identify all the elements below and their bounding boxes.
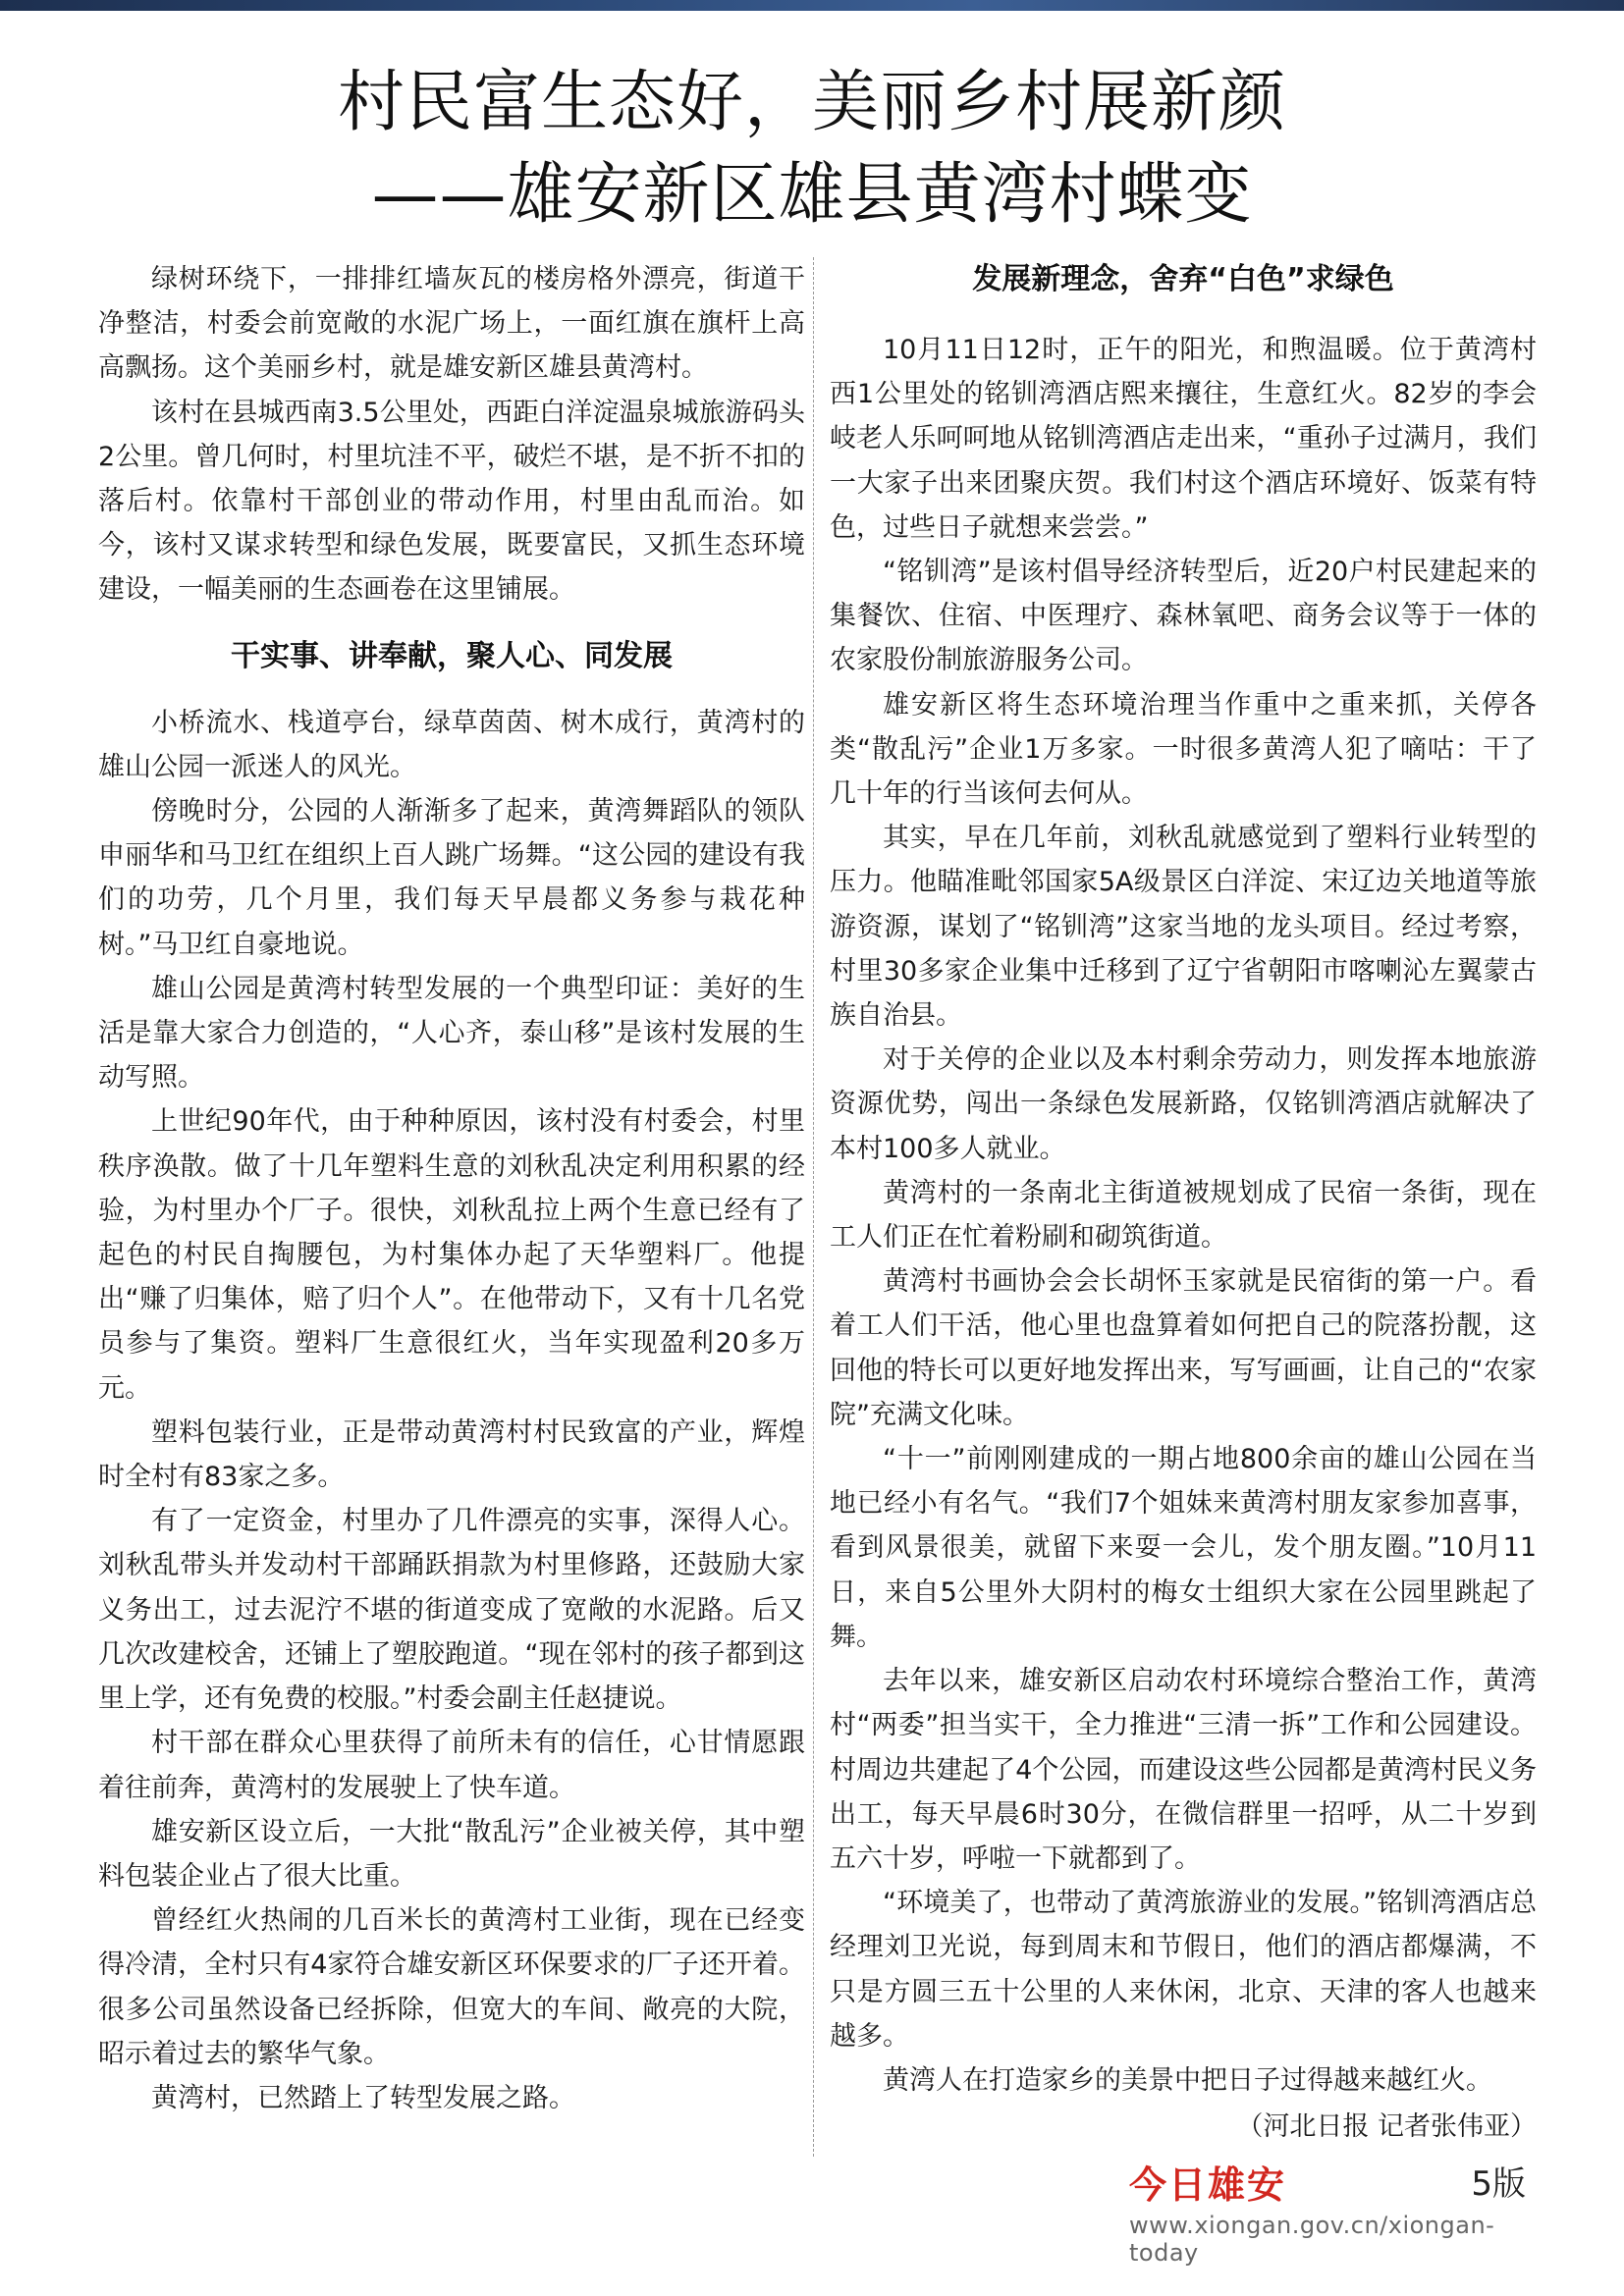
top-color-bar bbox=[0, 0, 1624, 11]
body-paragraph: 有了一定资金，村里办了几件漂亮的实事，深得人心。刘秋乱带头并发动村干部踊跃捐款为村里修路，还鼓励大家义务出工，过去泥泞不堪的街道变成了宽敞的水泥路。后又几次改建校舍，还铺上了塑胶跑道。“现在邻村的孩子都到这里上学，还有免费的校服。”村委会副主任赵捷说。 bbox=[98, 1506, 805, 1715]
body-paragraph: 塑料包装行业，正是带动黄湾村村民致富的产业，辉煌时全村有83家之多。 bbox=[98, 1416, 805, 1493]
right-column bbox=[830, 257, 1537, 2149]
body-paragraph: 上世纪90年代，由于种种原因，该村没有村委会，村里秩序涣散。做了十几年塑料生意的刘秋乱决定利用积累的经验，为村里办个厂子。很快，刘秋乱拉上两个生意已经有了起色的村民自掏腰包，为村集体办起了天华塑料厂。他提出“赚了归集体，赔了归个人”。在他带动下，又有十几名党员参与了集资。塑料厂生意很红火，当年实现盈利20多万元。 bbox=[98, 1106, 805, 1404]
body-paragraph: “铭钏湾”是该村倡导经济转型后，近20户村民建起来的集餐饮、住宿、中医理疗、森林氧吧、商务会议等于一体的农家股份制旅游服务公司。 bbox=[830, 557, 1537, 676]
body-paragraph: “环境美了，也带动了黄湾旅游业的发展。”铭钏湾酒店总经理刘卫光说，每到周末和节假日，他们的酒店都爆满，不只是方圆三五十公里的人来休闲，北京、天津的客人也越来越多。 bbox=[830, 1888, 1537, 2052]
body-paragraph: 村干部在群众心里获得了前所未有的信任，心甘情愿跟着往前奔，黄湾村的发展驶上了快车道。 bbox=[98, 1728, 805, 1803]
body-paragraph: 10月11日12时，正午的阳光，和煦温暖。位于黄湾村西1公里处的铭钏湾酒店熙来攘往，生意红火。82岁的李会岐老人乐呵呵地从铭钏湾酒店走出来，“重孙子过满月，我们一大家子出来团聚庆贺。我们村这个酒店环境好、饭菜有特色，过些日子就想来尝尝。” bbox=[830, 335, 1537, 543]
body-paragraph: 对于关停的企业以及本村剩余劳动力，则发挥本地旅游资源优势，闯出一条绿色发展新路，仅铭钏湾酒店就解决了本村100多人就业。 bbox=[830, 1044, 1537, 1164]
column-divider bbox=[813, 257, 814, 2157]
byline: （河北日报 记者张伟亚） bbox=[1236, 2111, 1537, 2143]
body-paragraph: 黄湾村的一条南北主街道被规划成了民宿一条街，现在工人们正在忙着粉刷和砌筑街道。 bbox=[830, 1177, 1537, 1254]
body-paragraph: 黄湾村书画协会会长胡怀玉家就是民宿街的第一户。看着工人们干活，他心里也盘算着如何把自己的院落扮靓，这回他的特长可以更好地发挥出来，写写画画，让自己的“农家院”充满文化味。 bbox=[830, 1266, 1537, 1430]
body-paragraph: 曾经红火热闹的几百米长的黄湾村工业街，现在已经变得冷清，全村只有4家符合雄安新区环保要求的厂子还开着。很多公司虽然设备已经拆除，但宽大的车间、敞亮的大院，昭示着过去的繁华气象。 bbox=[98, 1905, 805, 2069]
body-paragraph: 黄湾人在打造家乡的美景中把日子过得越来越红火。 bbox=[883, 2064, 1492, 2096]
body-paragraph: 去年以来，雄安新区启动农村环境综合整治工作，黄湾村“两委”担当实干，全力推进“三清一拆”工作和公园建设。村周边共建起了4个公园，而建设这些公园都是黄湾村民义务出工，每天早晨6时30分，在微信群里一招呼，从二十岁到五六十岁，呼啦一下就都到了。 bbox=[830, 1666, 1537, 1874]
section-heading-right: 发展新理念，舍弃“白色”求绿色 bbox=[972, 262, 1394, 296]
brand-logo: 今日雄安 bbox=[1129, 2163, 1287, 2207]
headline bbox=[0, 57, 1624, 241]
headline-title: 村民富生态好，美丽乡村展新颜 bbox=[337, 64, 1286, 141]
body-paragraph: 雄安新区设立后，一大批“散乱污”企业被关停，其中塑料包装企业占了很大比重。 bbox=[98, 1816, 805, 1892]
body-paragraph: 雄山公园是黄湾村转型发展的一个典型印证：美好的生活是靠大家合力创造的，“人心齐，泰山移”是该村发展的生动写照。 bbox=[98, 973, 805, 1094]
page-number: 5版 bbox=[1471, 2164, 1526, 2204]
left-column bbox=[98, 257, 805, 2120]
body-paragraph: 其实，早在几年前，刘秋乱就感觉到了塑料行业转型的压力。他瞄准毗邻国家5A级景区白洋淀、宋辽边关地道等旅游资源，谋划了“铭钏湾”这家当地的龙头项目。经过考察，村里30多家企业集中迁移到了辽宁省朝阳市喀喇沁左翼蒙古族自治县。 bbox=[830, 823, 1537, 1032]
body-paragraph: “十一”前刚刚建成的一期占地800余亩的雄山公园在当地已经小有名气。“我们7个姐妹来黄湾村朋友家参加喜事，看到风景很美，就留下来耍一会儿，发个朋友圈。”10月11日，来自5公里外大阴村的梅女士组织大家在公园里跳起了舞。 bbox=[830, 1444, 1537, 1652]
headline-subtitle: ——雄安新区雄县黄湾村蝶变 bbox=[371, 156, 1253, 234]
body-paragraph: 小桥流水、栈道亭台，绿草茵茵、树木成行，黄湾村的雄山公园一派迷人的风光。 bbox=[98, 707, 805, 782]
section-heading-left: 干实事、讲奉献，聚人心、同发展 bbox=[231, 638, 673, 673]
site-url[interactable]: www.xiongan.gov.cn/xiongan-today bbox=[1129, 2212, 1495, 2267]
intro-paragraph: 绿树环绕下，一排排红墙灰瓦的楼房格外漂亮，街道干净整洁，村委会前宽敞的水泥广场上，一面红旗在旗杆上高高飘扬。这个美丽乡村，就是雄安新区雄县黄湾村。 bbox=[98, 264, 805, 384]
body-paragraph: 雄安新区将生态环境治理当作重中之重来抓，关停各类“散乱污”企业1万多家。一时很多黄湾人犯了嘀咕：干了几十年的行当该何去何从。 bbox=[830, 689, 1537, 810]
body-paragraph: 黄湾村，已然踏上了转型发展之路。 bbox=[151, 2082, 575, 2113]
intro-paragraph: 该村在县城西南3.5公里处，西距白洋淀温泉城旅游码头2公里。曾几何时，村里坑洼不平，破烂不堪，是不折不扣的落后村。依靠村干部创业的带动作用，村里由乱而治。如今，该村又谋求转型和绿色发展，既要富民，又抓生态环境建设，一幅美丽的生态画卷在这里铺展。 bbox=[98, 397, 805, 606]
body-paragraph: 傍晚时分，公园的人渐渐多了起来，黄湾舞蹈队的领队申丽华和马卫红在组织上百人跳广场舞。“这公园的建设有我们的功劳，几个月里，我们每天早晨都义务参与栽花种树。”马卫红自豪地说。 bbox=[98, 796, 805, 960]
